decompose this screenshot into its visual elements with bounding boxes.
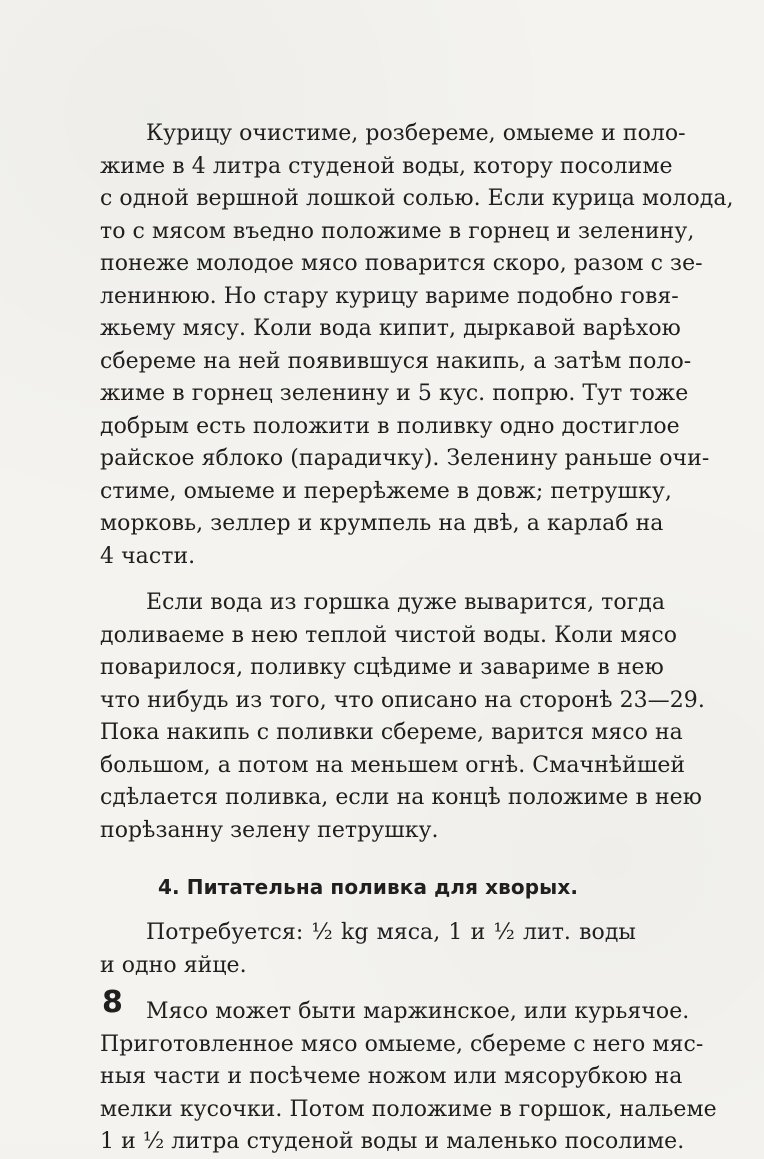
text-line: с одной вершной лошкой солью. Если курица молода, [100,186,734,211]
text-line: 1 и ½ литра студеной воды и маленько посолиме. [100,1129,685,1154]
text-line: ныя части и посѣчеме ножом или мясорубкою на [100,1064,683,1089]
paragraph-spacer [100,982,636,996]
text-line: поварилося, поливку сцѣдиме и завариме в нею [100,655,664,680]
text-line: райское яблоко (парадичку). Зеленину раньше очи- [100,446,710,471]
paragraph-spacer [100,573,636,587]
text-line: Потребуется: ½ kg мяса, 1 и ½ лит. воды [146,920,636,945]
paragraph-3 [100,917,636,982]
text-line: сбереме на ней появившуся накипь, а затѣм поло- [100,348,692,374]
text-line: жиме в горнец зеленину и 5 кус. попрю. Тут тоже [100,381,689,406]
text-line: мелки кусочки. Потом положиме в горшок, нальеме [100,1096,717,1122]
text-line: ленинюю. Но стару курицу вариме подобно говя- [100,283,679,309]
text-line: 4 части. [100,543,196,569]
text-line: морковь, зеллер и крумпель на двѣ, а карлаб на [100,511,664,536]
text-line: Мясо может быти маржинское, или курьячое. [146,999,690,1024]
text-line: жьему мясу. Коли вода кипит, дыркавой варѣхою [100,316,681,341]
text-line: добрым есть положити в поливку одно достиглое [100,413,680,439]
text-line: Если вода из горшка дуже выварится, тогда [146,590,666,615]
text-line: жиме в 4 литра студеной воды, котору посолиме [100,153,673,179]
text-line: Приготовленное мясо омыеме, сбереме с него мяс- [100,1031,704,1057]
text-line: Курицу очистиме, розбереме, омыеме и поло- [146,121,686,146]
text-line: что нибудь из того, что описано на сторонѣ 23—29. [100,687,705,713]
text-line: большом, а потом на меньшем огнѣ. Смачнѣйшей [100,752,686,778]
text-line: сдѣлается поливка, если на концѣ положиме в нею [100,785,702,810]
paragraph-2 [100,587,705,847]
page-text [100,118,734,1159]
paragraph-4 [100,996,717,1159]
paragraph-1 [100,118,734,573]
text-line: стиме, омыеме и перерѣжеме в довж; петрушку, [100,478,672,504]
section-heading: 4. Питательна поливка для хворых. [157,875,579,899]
text-line: и одно яйце. [100,952,247,978]
page-number: 8 [102,985,123,1020]
text-line: Пока накипь с поливки сбереме, варится мясо на [100,720,683,745]
text-line: то с мясом въедно положиме в горнец и зеленину, [100,218,695,244]
text-line: понеже молодое мясо поварится скоро, разом с зе- [100,251,703,276]
text-line: доливаеме в нею теплой чистой воды. Коли мясо [100,622,677,648]
text-line: порѣзанну зелену петрушку. [100,817,439,843]
